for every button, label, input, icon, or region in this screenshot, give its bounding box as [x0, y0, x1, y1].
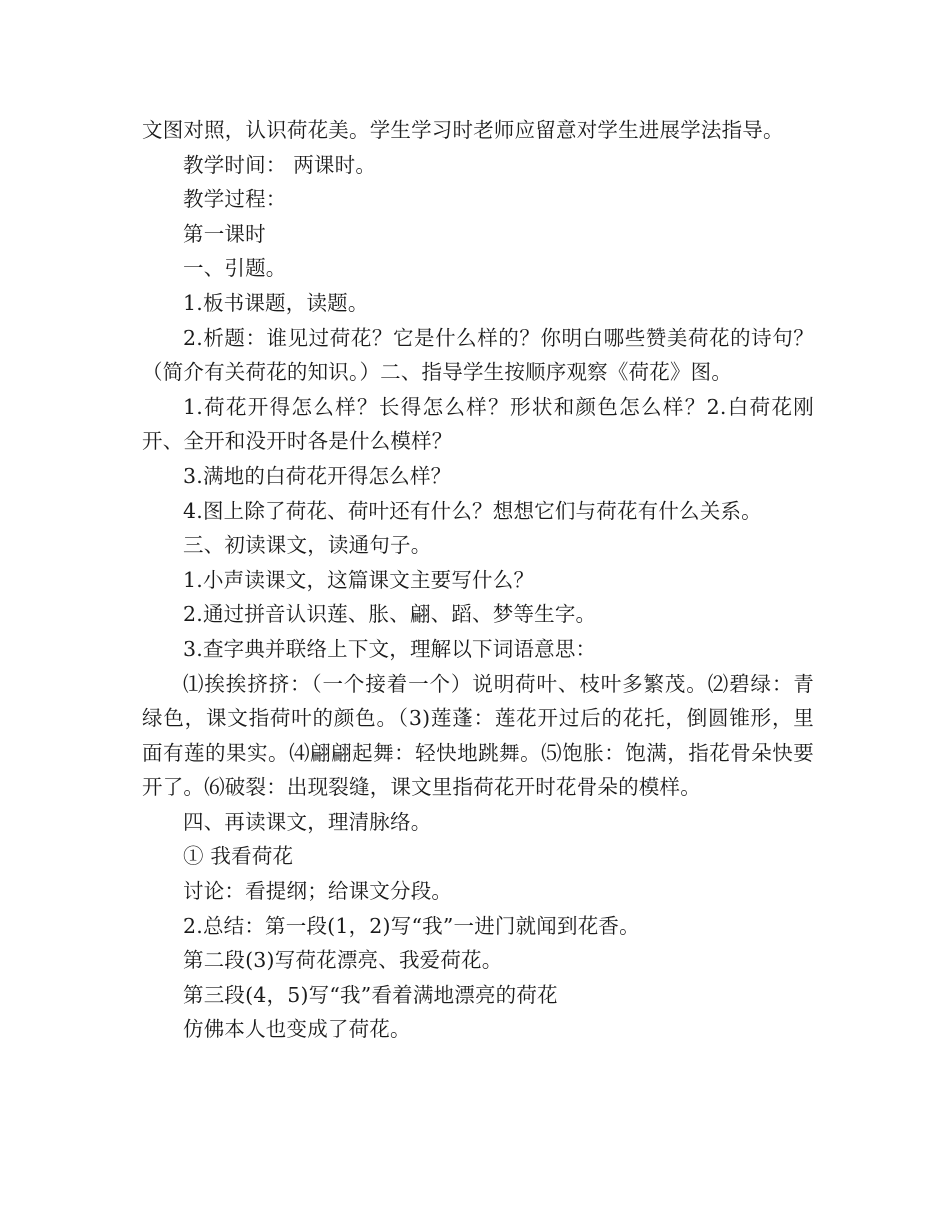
paragraph: 1.板书课题，读题。 [183, 290, 369, 315]
paragraph: 1.小声读课文，这篇课文主要写什么？ [183, 567, 535, 592]
paragraph: 3.满地的白荷花开得怎么样？ [183, 463, 452, 488]
paragraph: 教学时间： 两课时。 [183, 152, 377, 177]
paragraph: ① 我看荷花 [183, 844, 294, 869]
paragraph: 1.荷花开得怎么样？长得怎么样？形状和颜色怎么样？2.白荷花刚开、全开和没开时各是什么模样？ [142, 394, 814, 454]
paragraph: 2.通过拼音认识莲、胀、翩、蹈、梦等生字。 [183, 602, 597, 627]
paragraph: 教学过程： [183, 187, 287, 212]
paragraph: 2.总结：第一段(1，2)写“我”一进门就闻到花香。 [183, 913, 640, 938]
section-heading: 四、再读课文，理清脉络。 [183, 809, 432, 834]
section-heading: 一、引题。 [183, 256, 287, 281]
section-heading: 第一课时 [183, 221, 266, 246]
section-heading: 三、初读课文，读通句子。 [183, 533, 432, 558]
paragraph: 第三段(4，5)写“我”看着满地漂亮的荷花 [183, 982, 558, 1007]
paragraph: 仿佛本人也变成了荷花。 [183, 1017, 411, 1042]
paragraph: 4.图上除了荷花、荷叶还有什么？想想它们与荷花有什么关系。 [183, 498, 762, 523]
paragraph: 讨论：看提纲；给课文分段。 [183, 879, 453, 904]
paragraph: 2.析题：谁见过荷花？它是什么样的？你明白哪些赞美荷花的诗句？（简介有关荷花的知识。）二、指导学生按顺序观察《荷花》图。 [142, 325, 814, 385]
paragraph: 第二段(3)写荷花漂亮、我爱荷花。 [183, 948, 503, 973]
paragraph: 文图对照，认识荷花美。学生学习时老师应留意对学生进展学法指导。 [142, 118, 784, 142]
paragraph: ⑴挨挨挤挤：（一个接着一个）说明荷叶、枝叶多繁茂。⑵碧绿：青绿色，课文指荷叶的颜色。（3)莲蓬：莲花开过后的花托，倒圆锥形，里面有莲的果实。⑷翩翩起舞：轻快地跳舞。⑸饱胀：饱满，指花骨朵快要开了。⑹破裂：出现裂缝，课文里指荷花开时花骨朵的模样。 [142, 671, 814, 800]
document-body [142, 113, 814, 1047]
paragraph: 3.查字典并联络上下文，理解以下词语意思： [183, 636, 597, 661]
